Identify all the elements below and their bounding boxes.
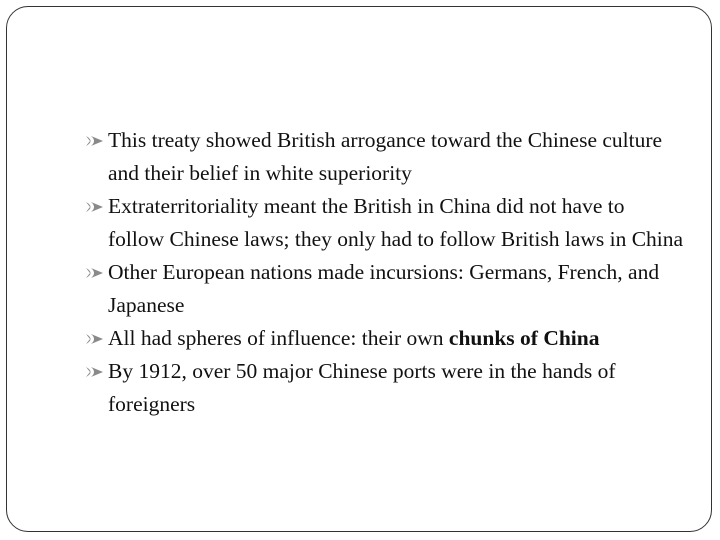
bullet-text: Other European nations made incursions: Germans, French, and Japanese [108, 260, 660, 317]
slide-frame [6, 6, 712, 532]
bullet-text-bold: chunks of China [448, 326, 600, 350]
bullet-item [85, 256, 685, 322]
bullet-text: By 1912, over 50 major Chinese ports were in the hands of foreigners [108, 359, 616, 416]
arrow-bullet-icon [85, 322, 107, 355]
bullet-text: This treaty showed British arrogance toward the Chinese culture and their belief in white superiority [108, 128, 663, 185]
bullet-item [85, 124, 685, 190]
bullet-text: Extraterritoriality meant the British in China did not have to follow Chinese laws; they only had to follow British laws in China [108, 194, 684, 251]
bullet-item [85, 322, 685, 355]
bullet-list [85, 124, 685, 421]
arrow-bullet-icon [85, 355, 107, 388]
bullet-item [85, 190, 685, 256]
bullet-item [85, 355, 685, 421]
bullet-text [108, 326, 600, 350]
arrow-bullet-icon [85, 256, 107, 289]
bullet-text-regular: All had spheres of influence: their own [108, 326, 449, 350]
arrow-bullet-icon [85, 190, 107, 223]
arrow-bullet-icon [85, 124, 107, 157]
